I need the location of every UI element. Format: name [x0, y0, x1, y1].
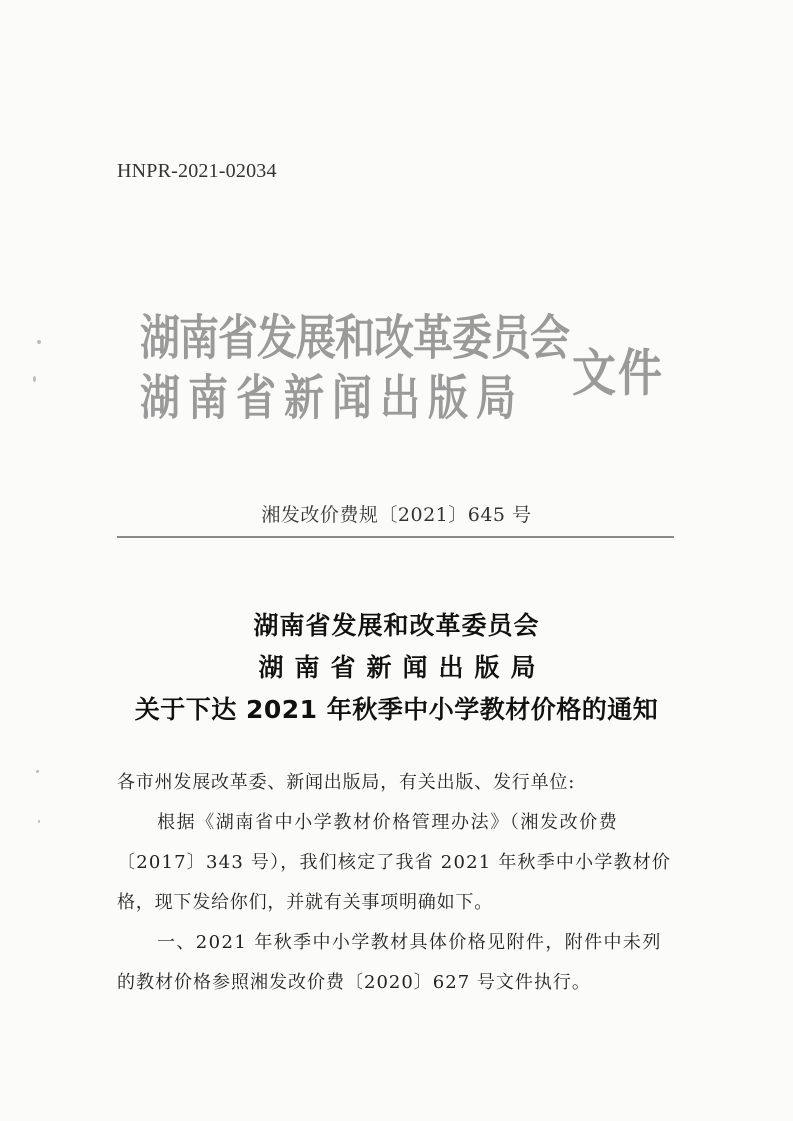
- title-line-3: 关于下达 2021 年秋季中小学教材价格的通知: [134, 695, 659, 724]
- scan-speck: [38, 820, 40, 823]
- header-divider: [117, 536, 674, 538]
- scan-speck: [37, 340, 41, 344]
- file-number: 湘发改价费规〔2021〕645 号: [261, 504, 532, 526]
- paragraph-1-line-3: 格，现下发给你们，并就有关事项明确如下。: [117, 892, 493, 913]
- document-code: HNPR-2021-02034: [117, 160, 277, 182]
- scan-speck: [36, 770, 39, 773]
- paragraph-1-line-1: 根据《湖南省中小学教材价格管理办法》（湘发改价费: [157, 812, 619, 833]
- scan-speck: [33, 376, 36, 382]
- salutation: 各市州发展改革委、新闻出版局，有关出版、发行单位:: [117, 772, 576, 793]
- paragraph-2-line-1: 一、2021 年秋季中小学教材具体价格见附件，附件中未列: [157, 932, 662, 953]
- title-line-2: 湖南省新闻出版局: [258, 653, 547, 682]
- title-line-1: 湖南省发展和改革委员会: [253, 611, 540, 640]
- masthead-issuer-2: 湖南省新闻出版局: [140, 370, 524, 426]
- masthead-issuer-1: 湖南省发展和改革委员会: [140, 310, 569, 366]
- issuer-masthead: [140, 300, 680, 440]
- paragraph-2-line-2: 的教材价格参照湘发改价费〔2020〕627 号文件执行。: [117, 972, 591, 993]
- masthead-suffix: 文件: [572, 344, 664, 404]
- paragraph-1-line-2: 〔2017〕343 号），我们核定了我省 2021 年秋季中小学教材价: [117, 852, 672, 873]
